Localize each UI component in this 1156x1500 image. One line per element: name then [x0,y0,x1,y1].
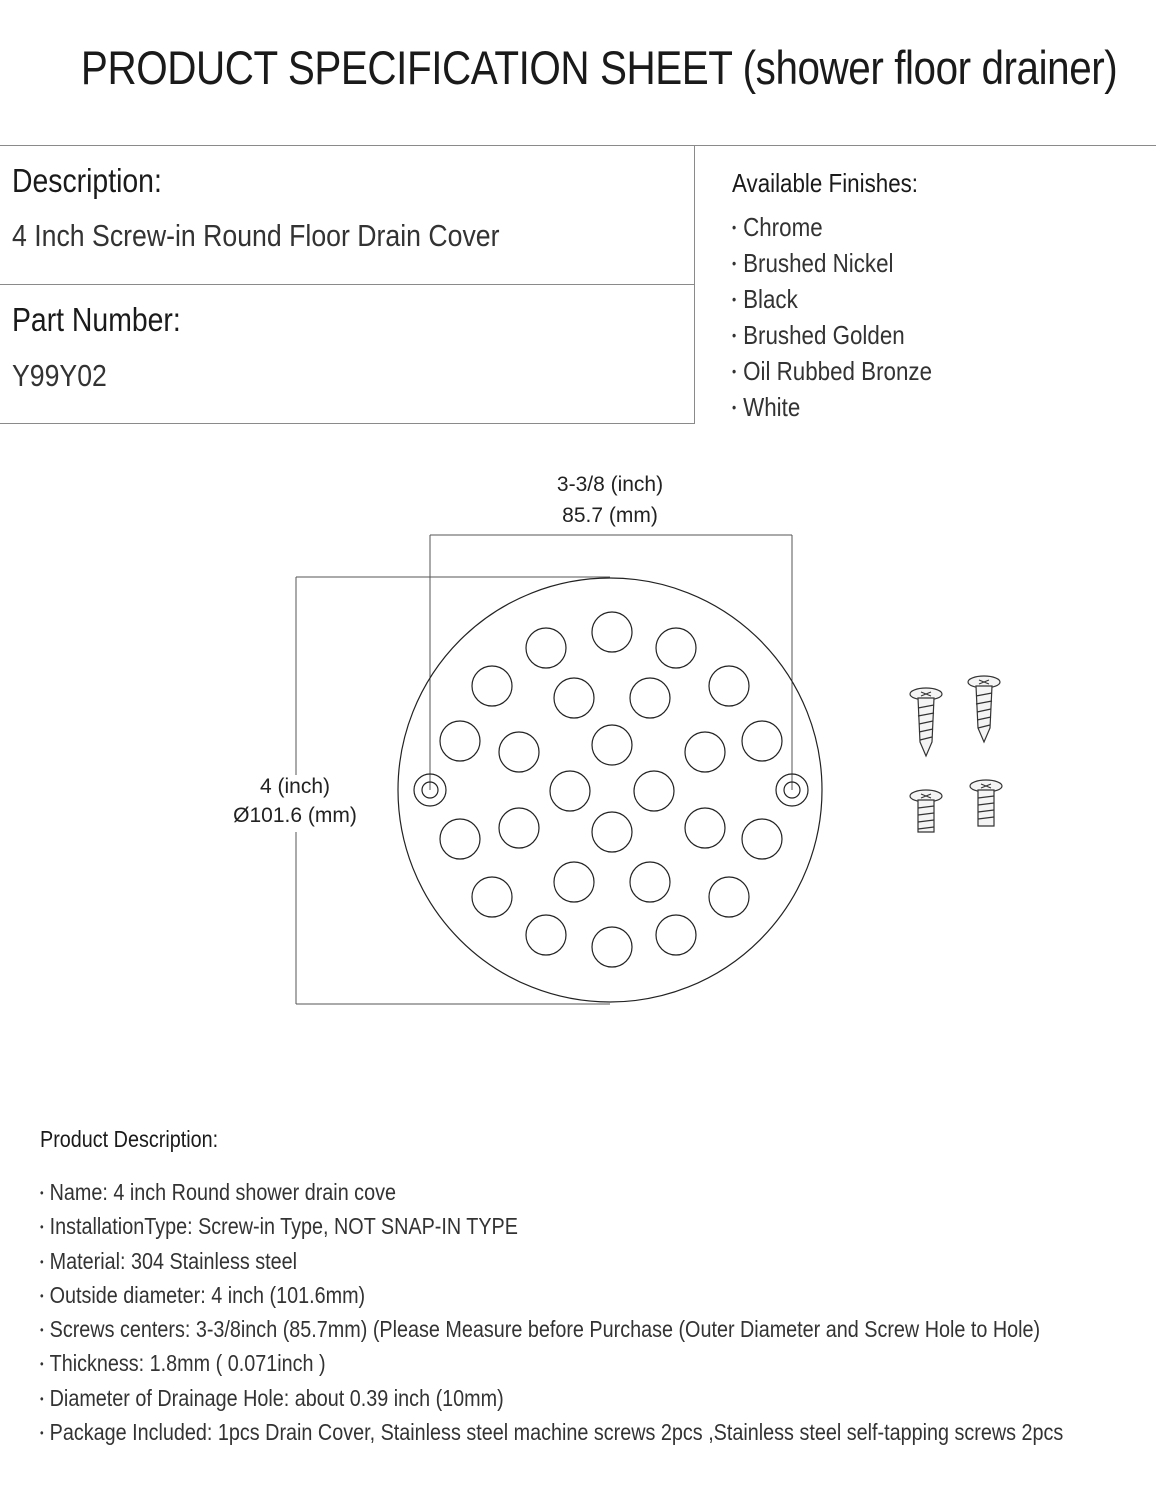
finishes-title: Available Finishes: [732,168,919,198]
description-value: 4 Inch Screw-in Round Floor Drain Cover [12,218,500,253]
table-column-divider [694,145,695,424]
table-top-border [0,145,1156,146]
part-number-value: Y99Y02 [12,358,107,393]
diameter-dimension-lines [296,577,610,1004]
diameter-inch-label: 4 (inch) [259,775,331,798]
part-number-label: Part Number: [12,301,181,338]
screw-icon [910,688,942,756]
screw-span-dimension-lines [430,535,792,790]
screw-span-inch-label: 3-3/8 (inch) [556,473,664,496]
list-item: • InstallationType: Screw-in Type, NOT SNAP-IN TYPE [40,1210,1063,1244]
screw-icon [910,790,942,832]
screw-span-mm-label: 85.7 (mm) [562,504,658,527]
product-description-title: Product Description: [40,1126,219,1152]
page-title: PRODUCT SPECIFICATION SHEET (shower floor drainer) [80,41,1118,94]
finish-item: • Brushed Nickel [732,246,932,282]
finishes-list [732,210,965,426]
finish-item: • Brushed Golden [732,318,932,354]
list-item: • Thickness: 1.8mm ( 0.071inch ) [40,1347,1063,1381]
diameter-mm-label: Ø101.6 (mm) [233,804,357,827]
list-item: • Diameter of Drainage Hole: about 0.39 inch (10mm) [40,1382,1063,1416]
list-item: • Name: 4 inch Round shower drain cove [40,1176,1063,1210]
finish-item: • White [732,390,932,426]
drain-diagram [0,440,1156,1080]
table-bottom-border [0,423,694,424]
finish-item: • Chrome [732,210,932,246]
list-item: • Material: 304 Stainless steel [40,1245,1063,1279]
product-description-list [40,1176,1156,1450]
table-row-divider [0,284,694,285]
list-item: • Outside diameter: 4 inch (101.6mm) [40,1279,1063,1313]
list-item: • Screws centers: 3-3/8inch (85.7mm) (Please Measure before Purchase (Outer Diameter and Screw Hole to Hole) [40,1313,1063,1347]
screw-icon [970,780,1002,826]
list-item: • Package Included: 1pcs Drain Cover, Stainless steel machine screws 2pcs ,Stainless steel self-tapping screws 2pcs [40,1416,1063,1450]
description-label: Description: [12,162,162,199]
finish-item: • Black [732,282,932,318]
drain-cover-icon [398,578,822,1002]
screw-icon [968,676,1000,742]
finish-item: • Oil Rubbed Bronze [732,354,932,390]
